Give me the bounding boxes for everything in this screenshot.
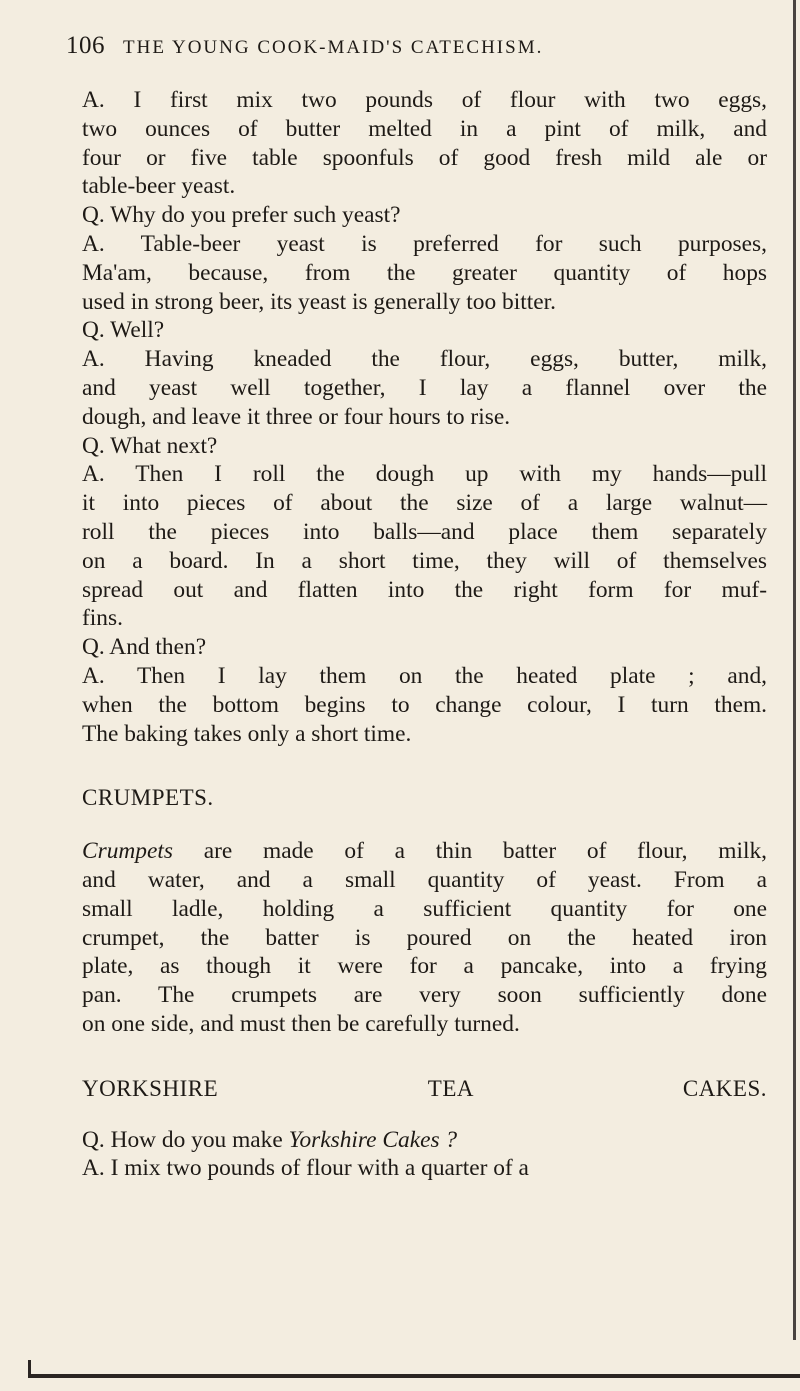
text-line: small ladle, holding a sufficient quantity for one <box>82 895 767 922</box>
text-line: Ma'am, because, from the greater quantity of hops <box>82 259 767 286</box>
text-line: on a board. In a short time, they will of themselves <box>82 547 767 574</box>
text-span: Q. How do you make <box>82 1126 289 1153</box>
text-line: table-beer yeast. <box>82 173 236 200</box>
page-edge-right <box>793 0 796 1340</box>
text-line: Q. And then? <box>82 634 207 661</box>
text-line: fins. <box>82 605 123 632</box>
italic-term: Yorkshire Cakes ? <box>288 1126 458 1153</box>
text-line: two ounces of butter melted in a pint of milk, and <box>82 115 767 142</box>
catechism-section <box>82 86 767 748</box>
section-heading-crumpets: CRUMPETS. <box>82 785 214 811</box>
text-line: A. I mix two pounds of flour with a quarter of a <box>82 1155 529 1182</box>
text-line: A. Having kneaded the flour, eggs, butter, milk, <box>82 346 767 373</box>
yorkshire-section <box>82 1075 767 1183</box>
text-line: when the bottom begins to change colour, I turn them. <box>82 691 767 718</box>
text-line: and water, and a small quantity of yeast. From a <box>82 866 767 893</box>
text-line: on one side, and must then be carefully turned. <box>82 1010 520 1037</box>
text-line: pan. The crumpets are very soon sufficiently done <box>82 982 767 1009</box>
section-heading-yorkshire: YORKSHIRE TEA CAKES. <box>82 1075 767 1101</box>
text-line: spread out and flatten into the right form for muf- <box>82 576 767 603</box>
text-line: A. Then I lay them on the heated plate ; and, <box>82 662 767 689</box>
text-line: The baking takes only a short time. <box>82 720 412 747</box>
page-edge-bottom <box>30 1374 800 1378</box>
text-line: A. Table-beer yeast is preferred for such purposes, <box>82 230 767 257</box>
text-line: Q. Well? <box>82 317 165 344</box>
text-line: roll the pieces into balls—and place them separately <box>82 518 767 545</box>
text-line: Q. Why do you prefer such yeast? <box>82 202 401 229</box>
text-line: used in strong beer, its yeast is generally too bitter. <box>82 288 556 315</box>
running-title: THE YOUNG COOK-MAID'S CATECHISM. <box>123 37 544 58</box>
text-line: plate, as though it were for a pancake, into a frying <box>82 953 767 980</box>
text-line: Q. What next? <box>82 432 218 459</box>
page-header <box>66 32 766 62</box>
crumpets-section <box>82 784 767 1038</box>
italic-term: Crumpets <box>82 838 173 865</box>
text-line: crumpet, the batter is poured on the heated iron <box>82 924 767 951</box>
text-line: four or five table spoonfuls of good fresh mild ale or <box>82 144 767 171</box>
text-line <box>82 837 767 866</box>
page-body <box>82 86 767 1183</box>
text-span: are made of a thin batter of flour, milk, <box>172 838 767 865</box>
text-line <box>82 1126 767 1155</box>
text-line: it into pieces of about the size of a large walnut— <box>82 490 767 517</box>
text-line: and yeast well together, I lay a flannel over the <box>82 374 767 401</box>
page-number: 106 <box>66 32 105 59</box>
text-line: A. Then I roll the dough up with my hands—pull <box>82 461 767 488</box>
text-line: A. I first mix two pounds of flour with two eggs, <box>82 87 767 113</box>
text-line: dough, and leave it three or four hours to rise. <box>82 403 511 430</box>
